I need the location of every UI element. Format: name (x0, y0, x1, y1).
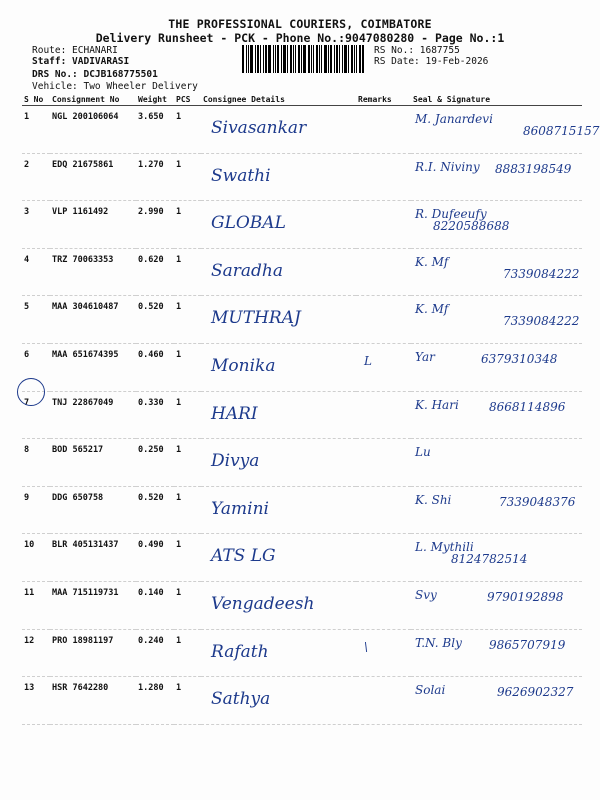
consignee-handwritten-name: ATS LG (211, 546, 276, 567)
handwritten-signature: K. Shi (415, 492, 452, 507)
handwritten-phone: 9626902327 (497, 685, 574, 700)
barcode-bar (311, 45, 312, 73)
col-remarks: Remarks (356, 94, 411, 106)
table-row (22, 391, 582, 439)
table-row (22, 439, 582, 487)
pieces-count: 1 (174, 486, 201, 534)
weight-value: 0.240 (136, 629, 174, 677)
barcode-image (242, 45, 369, 73)
row-8-circle-mark (17, 378, 45, 406)
barcode-bar (275, 45, 276, 73)
remarks-cell (356, 391, 411, 439)
weight-value: 3.650 (136, 106, 174, 154)
staff-label: Staff: VADIVARASI (32, 56, 130, 67)
remarks-cell (356, 296, 411, 344)
barcode-bar (260, 45, 261, 73)
barcode-bar (277, 45, 279, 73)
barcode-bar (342, 45, 343, 73)
barcode-bar (313, 45, 314, 73)
consignment-number: TNJ 22867049 (50, 391, 136, 439)
barcode-bar (351, 45, 353, 73)
barcode-bar (319, 45, 320, 73)
barcode-bar (344, 45, 347, 73)
pieces-count: 1 (174, 391, 201, 439)
remarks-cell (356, 201, 411, 249)
consignment-number: EDQ 21675861 (50, 153, 136, 201)
remarks-cell (356, 343, 411, 391)
barcode-bar (268, 45, 271, 73)
handwritten-phone: 9790192898 (487, 589, 564, 604)
barcode-bar (257, 45, 259, 73)
handwritten-phone: 8668114896 (489, 399, 566, 414)
remarks-cell (356, 153, 411, 201)
remarks-cell (356, 629, 411, 677)
table-row (22, 201, 582, 249)
weight-value: 0.620 (136, 248, 174, 296)
consignee-cell (201, 106, 356, 154)
barcode-bar (359, 45, 361, 73)
serial-number: 13 (22, 677, 50, 725)
remarks-cell (356, 439, 411, 487)
consignee-cell (201, 391, 356, 439)
consignee-handwritten-name: Swathi (211, 165, 271, 186)
barcode-bar (334, 45, 335, 73)
consignment-number: BOD 565217 (50, 439, 136, 487)
consignee-cell (201, 486, 356, 534)
consignee-cell (201, 296, 356, 344)
pieces-count: 1 (174, 106, 201, 154)
consignee-handwritten-name: GLOBAL (211, 213, 286, 234)
consignee-handwritten-name: Divya (211, 451, 260, 472)
barcode-bar (330, 45, 332, 73)
consignee-handwritten-name: Vengadeesh (211, 593, 315, 614)
col-sno: S No (22, 94, 50, 106)
consignee-cell (201, 629, 356, 677)
pieces-count: 1 (174, 629, 201, 677)
signature-cell (411, 439, 582, 487)
barcode-bar (308, 45, 310, 73)
consignment-number: MAA 715119731 (50, 581, 136, 629)
handwritten-signature: R.I. Niviny (415, 159, 480, 174)
handwritten-signature: Svy (415, 587, 437, 602)
table-row (22, 106, 582, 154)
table-header-row (22, 94, 582, 106)
consignee-handwritten-name: Sathya (211, 689, 271, 710)
route-label: Route: ECHANARI (32, 45, 118, 56)
serial-number: 11 (22, 581, 50, 629)
remarks-cell (356, 486, 411, 534)
barcode-bar (255, 45, 256, 73)
consignee-handwritten-name: Rafath (211, 641, 269, 662)
signature-cell (411, 106, 600, 154)
barcode-bar (328, 45, 329, 73)
consignee-handwritten-name: Yamini (211, 498, 269, 519)
consignment-number: HSR 7642280 (50, 677, 136, 725)
handwritten-phone: 7339084222 (503, 266, 580, 281)
barcode-bar (263, 45, 264, 73)
barcode-bar (290, 45, 292, 73)
signature-cell (411, 534, 582, 582)
consignment-number: MAA 651674395 (50, 343, 136, 391)
signature-cell (411, 677, 582, 725)
consignment-number: TRZ 70063353 (50, 248, 136, 296)
consignee-cell (201, 439, 356, 487)
handwritten-signature: Yar (415, 349, 435, 364)
serial-number: 1 (22, 106, 50, 154)
serial-number: 8 (22, 439, 50, 487)
remarks-cell (356, 248, 411, 296)
handwritten-signature: M. Janardevi (415, 112, 493, 126)
consignee-handwritten-name: MUTHRAJ (211, 308, 301, 329)
consignee-cell (201, 534, 356, 582)
handwritten-signature: L. Mythili (415, 540, 474, 555)
pieces-count: 1 (174, 248, 201, 296)
barcode-bar (293, 45, 294, 73)
signature-cell (411, 391, 582, 439)
pieces-count: 1 (174, 439, 201, 487)
handwritten-phone: 7339048376 (499, 494, 576, 509)
serial-number: 7 (22, 391, 50, 439)
remark-mark: L (364, 353, 372, 368)
table-row (22, 248, 582, 296)
consignee-cell (201, 581, 356, 629)
consignee-handwritten-name: Sivasankar (211, 118, 307, 138)
consignment-number: VLP 1161492 (50, 201, 136, 249)
table-row (22, 581, 582, 629)
pieces-count: 1 (174, 201, 201, 249)
weight-value: 0.520 (136, 486, 174, 534)
table-row (22, 677, 582, 725)
col-weight: Weight (136, 94, 174, 106)
pieces-count: 1 (174, 296, 201, 344)
pieces-count: 1 (174, 343, 201, 391)
consignee-handwritten-name: Monika (211, 355, 276, 376)
serial-number: 9 (22, 486, 50, 534)
col-consignee: Consignee Details (201, 94, 356, 106)
weight-value: 0.490 (136, 534, 174, 582)
remarks-cell (356, 677, 411, 725)
consignee-cell (201, 343, 356, 391)
handwritten-phone: 8883198549 (495, 161, 572, 176)
barcode-bar (356, 45, 357, 73)
table-row (22, 629, 582, 677)
table-row (22, 343, 582, 391)
consignment-number: DDG 650758 (50, 486, 136, 534)
barcode-bar (339, 45, 340, 73)
consignee-cell (201, 248, 356, 296)
consignee-cell (201, 201, 356, 249)
vehicle-label: Vehicle: Two Wheeler Delivery (32, 81, 198, 92)
consignment-number: BLR 405131437 (50, 534, 136, 582)
serial-number: 4 (22, 248, 50, 296)
signature-cell (411, 486, 582, 534)
signature-cell (411, 153, 582, 201)
handwritten-signature: R. Dufeeufy (415, 207, 487, 222)
barcode-bar (301, 45, 302, 73)
handwritten-signature: Solai (415, 683, 446, 698)
delivery-table (22, 94, 600, 725)
serial-number: 5 (22, 296, 50, 344)
remarks-cell (356, 534, 411, 582)
consignment-number: NGL 200106064 (50, 106, 136, 154)
serial-number: 2 (22, 153, 50, 201)
barcode-bar (246, 45, 247, 73)
company-title: THE PROFESSIONAL COURIERS, COIMBATORE (168, 17, 432, 31)
handwritten-signature: K. Hari (415, 397, 459, 412)
barcode-bar (303, 45, 306, 73)
weight-value: 0.460 (136, 343, 174, 391)
handwritten-phone: 9865707919 (489, 637, 566, 652)
barcode-bar (283, 45, 286, 73)
signature-cell (411, 581, 582, 629)
barcode-bar (273, 45, 274, 73)
consignee-handwritten-name: Saradha (211, 260, 284, 281)
rs-number: RS No.: 1687755 (374, 45, 460, 56)
signature-cell (411, 248, 582, 296)
handwritten-phone: 6379310348 (481, 351, 558, 366)
barcode-bar (295, 45, 296, 73)
barcode-bar (248, 45, 249, 73)
pieces-count: 1 (174, 153, 201, 201)
barcode-bar (354, 45, 355, 73)
serial-number: 10 (22, 534, 50, 582)
handwritten-phone: 8124782514 (451, 552, 528, 567)
signature-cell (411, 201, 582, 249)
col-consignment: Consignment No (50, 94, 136, 106)
rs-date: RS Date: 19-Feb-2026 (374, 56, 489, 67)
table-row (22, 296, 582, 344)
barcode-bar (298, 45, 300, 73)
serial-number: 6 (22, 343, 50, 391)
weight-value: 0.520 (136, 296, 174, 344)
signature-cell (411, 343, 582, 391)
handwritten-signature: K. Mf (415, 254, 449, 269)
consignee-cell (201, 677, 356, 725)
handwritten-signature: Lu (415, 445, 431, 460)
remarks-cell (356, 581, 411, 629)
pieces-count: 1 (174, 677, 201, 725)
consignment-number: MAA 304610487 (50, 296, 136, 344)
pieces-count: 1 (174, 581, 201, 629)
handwritten-phone: 7339084222 (503, 314, 580, 329)
remark-mark: \ (364, 639, 369, 654)
barcode-bar (265, 45, 267, 73)
serial-number: 3 (22, 201, 50, 249)
barcode-bar (316, 45, 318, 73)
handwritten-signature: T.N. Bly (415, 635, 462, 650)
weight-value: 0.140 (136, 581, 174, 629)
signature-cell (411, 629, 582, 677)
weight-value: 2.990 (136, 201, 174, 249)
barcode-bar (321, 45, 322, 73)
barcode-bar (362, 45, 364, 73)
consignee-cell (201, 153, 356, 201)
handwritten-phone: 8220588688 (433, 219, 510, 234)
consignment-number: PRO 18981197 (50, 629, 136, 677)
pieces-count: 1 (174, 534, 201, 582)
col-seal: Seal & Signature (411, 94, 582, 106)
handwritten-phone: 8608715157 (523, 124, 600, 138)
table-row (22, 153, 582, 201)
drs-label: DRS No.: DCJB168775501 (32, 69, 158, 80)
table-row (22, 534, 582, 582)
consignee-handwritten-name: HARI (211, 403, 258, 424)
weight-value: 1.280 (136, 677, 174, 725)
col-pcs: PCS (174, 94, 201, 106)
barcode-bar (287, 45, 288, 73)
weight-value: 0.330 (136, 391, 174, 439)
barcode-bar (348, 45, 349, 73)
table-row (22, 486, 582, 534)
weight-value: 1.270 (136, 153, 174, 201)
barcode-bar (324, 45, 327, 73)
signature-cell (411, 296, 582, 344)
serial-number: 12 (22, 629, 50, 677)
barcode-bar (281, 45, 282, 73)
remarks-cell (356, 106, 411, 154)
barcode-bar (242, 45, 244, 73)
weight-value: 0.250 (136, 439, 174, 487)
handwritten-signature: K. Mf (415, 302, 449, 317)
runsheet-subtitle: Delivery Runsheet - PCK - Phone No.:9047080280 - Page No.:1 (95, 31, 505, 45)
barcode-bar (250, 45, 253, 73)
barcode-bar (336, 45, 338, 73)
